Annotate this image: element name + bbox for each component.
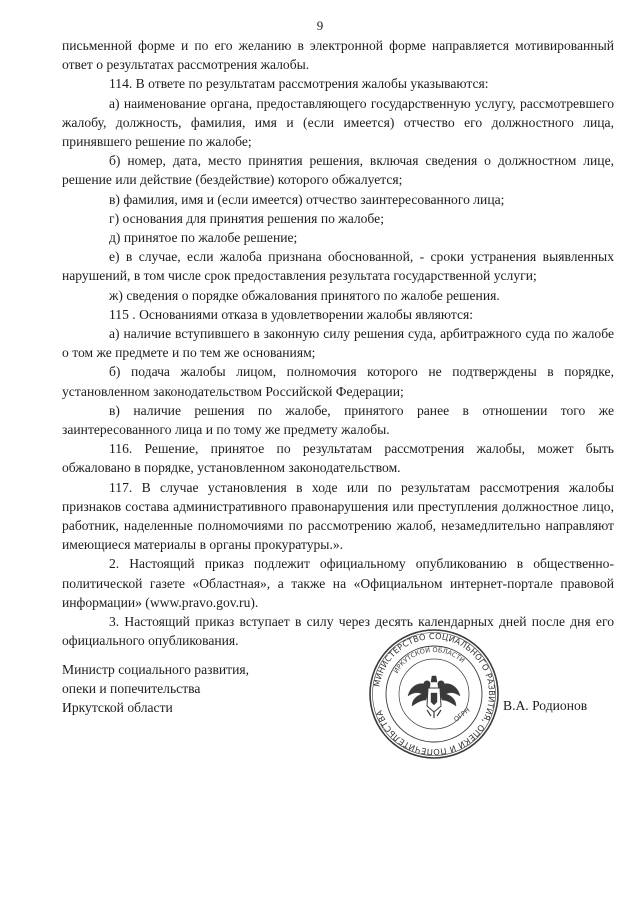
list-item-g: г) основания для принятия решения по жалобе; bbox=[109, 210, 384, 226]
list-item-v-115: в) наличие решения по жалобе, принятого ранее в отношении того же заинтересованного лица и по тому же предмету жалобы. bbox=[62, 402, 614, 438]
paragraph-2: 2. Настоящий приказ подлежит официальному опубликованию в общественно-политической газете «Областная», а также на «Официальном интернет-портале правовой информации» (www.pravo.gov.ru). bbox=[62, 556, 614, 610]
paragraph-114: 114. В ответе по результатам рассмотрения жалобы указываются: bbox=[109, 76, 489, 92]
paragraph-3: 3. Настоящий приказ вступает в силу через десять календарных дней после дня его официального опубликования. bbox=[62, 614, 614, 649]
seal-graphic bbox=[368, 628, 500, 760]
double-headed-eagle-emblem bbox=[408, 676, 460, 718]
signature-title-line: Министр социального развития, bbox=[62, 662, 250, 677]
seal-inner-text: ИРКУТСКОЙ ОБЛАСТИ bbox=[392, 645, 467, 675]
seal-ogrn-text: ОГРН bbox=[452, 706, 472, 724]
list-item-v: в) фамилия, имя и (если имеется) отчество заинтересованного лица; bbox=[109, 191, 505, 207]
signer-name: В.А. Родионов bbox=[503, 698, 588, 713]
list-item-a: а) наименование органа, предоставляющего государственную услугу, рассмотревшего жалобу, должность, фамилия, имя и (если имеется) отчество его должностного лица, принявшего решение по жалобе; bbox=[62, 95, 614, 150]
document-body bbox=[62, 36, 614, 651]
list-item-a-115: а) наличие вступившего в законную силу решения суда, арбитражного суда по жалобе о том же предмете и по тем же основаниям; bbox=[62, 326, 614, 361]
signature-block bbox=[62, 660, 249, 717]
list-item-zh: ж) сведения о порядке обжалования принятого по жалобе решения. bbox=[109, 287, 500, 303]
page-number: 9 bbox=[316, 18, 324, 33]
signature-title-line: Иркутской области bbox=[62, 700, 173, 715]
paragraph-continuation: письменной форме и по его желанию в электронной форме направляется мотивированный ответ о результатах рассмотрения жалобы. bbox=[62, 38, 614, 73]
seal-outer-text: МИНИСТЕРСТВО СОЦИАЛЬНОГО РАЗВИТИЯ, ОПЕКИ И ПОПЕЧИТЕЛЬСТВА bbox=[371, 630, 498, 758]
list-item-e: е) в случае, если жалоба признана обоснованной, - сроки устранения выявленных нарушений, в том числе срок предоставления результата государственной услуги; bbox=[62, 249, 614, 284]
list-item-b: б) номер, дата, место принятия решения, включая сведения о должностном лице, решение или действие (бездействие) которого обжалуется; bbox=[62, 153, 614, 188]
official-seal bbox=[368, 628, 500, 760]
signature-title-line: опеки и попечительства bbox=[62, 681, 201, 696]
list-item-b-115: б) подача жалобы лицом, полномочия которого не подтверждены в порядке, установленном законодательством Российской Федерации; bbox=[62, 364, 614, 399]
list-item-d: д) принятое по жалобе решение; bbox=[109, 230, 298, 246]
paragraph-116: 116. Решение, принятое по результатам рассмотрения жалобы, может быть обжаловано в порядке, установленном законодательством. bbox=[62, 441, 614, 476]
paragraph-117: 117. В случае установления в ходе или по результатам рассмотрения жалобы признаков состава административного правонарушения или преступления должностное лицо, работник, наделенные полномочиями по рассмотрению жалоб, незамедлительно направляют имеющиеся материалы в органы прокуратуры.». bbox=[62, 479, 614, 553]
paragraph-115: 115 . Основаниями отказа в удовлетворении жалобы являются: bbox=[109, 306, 474, 322]
